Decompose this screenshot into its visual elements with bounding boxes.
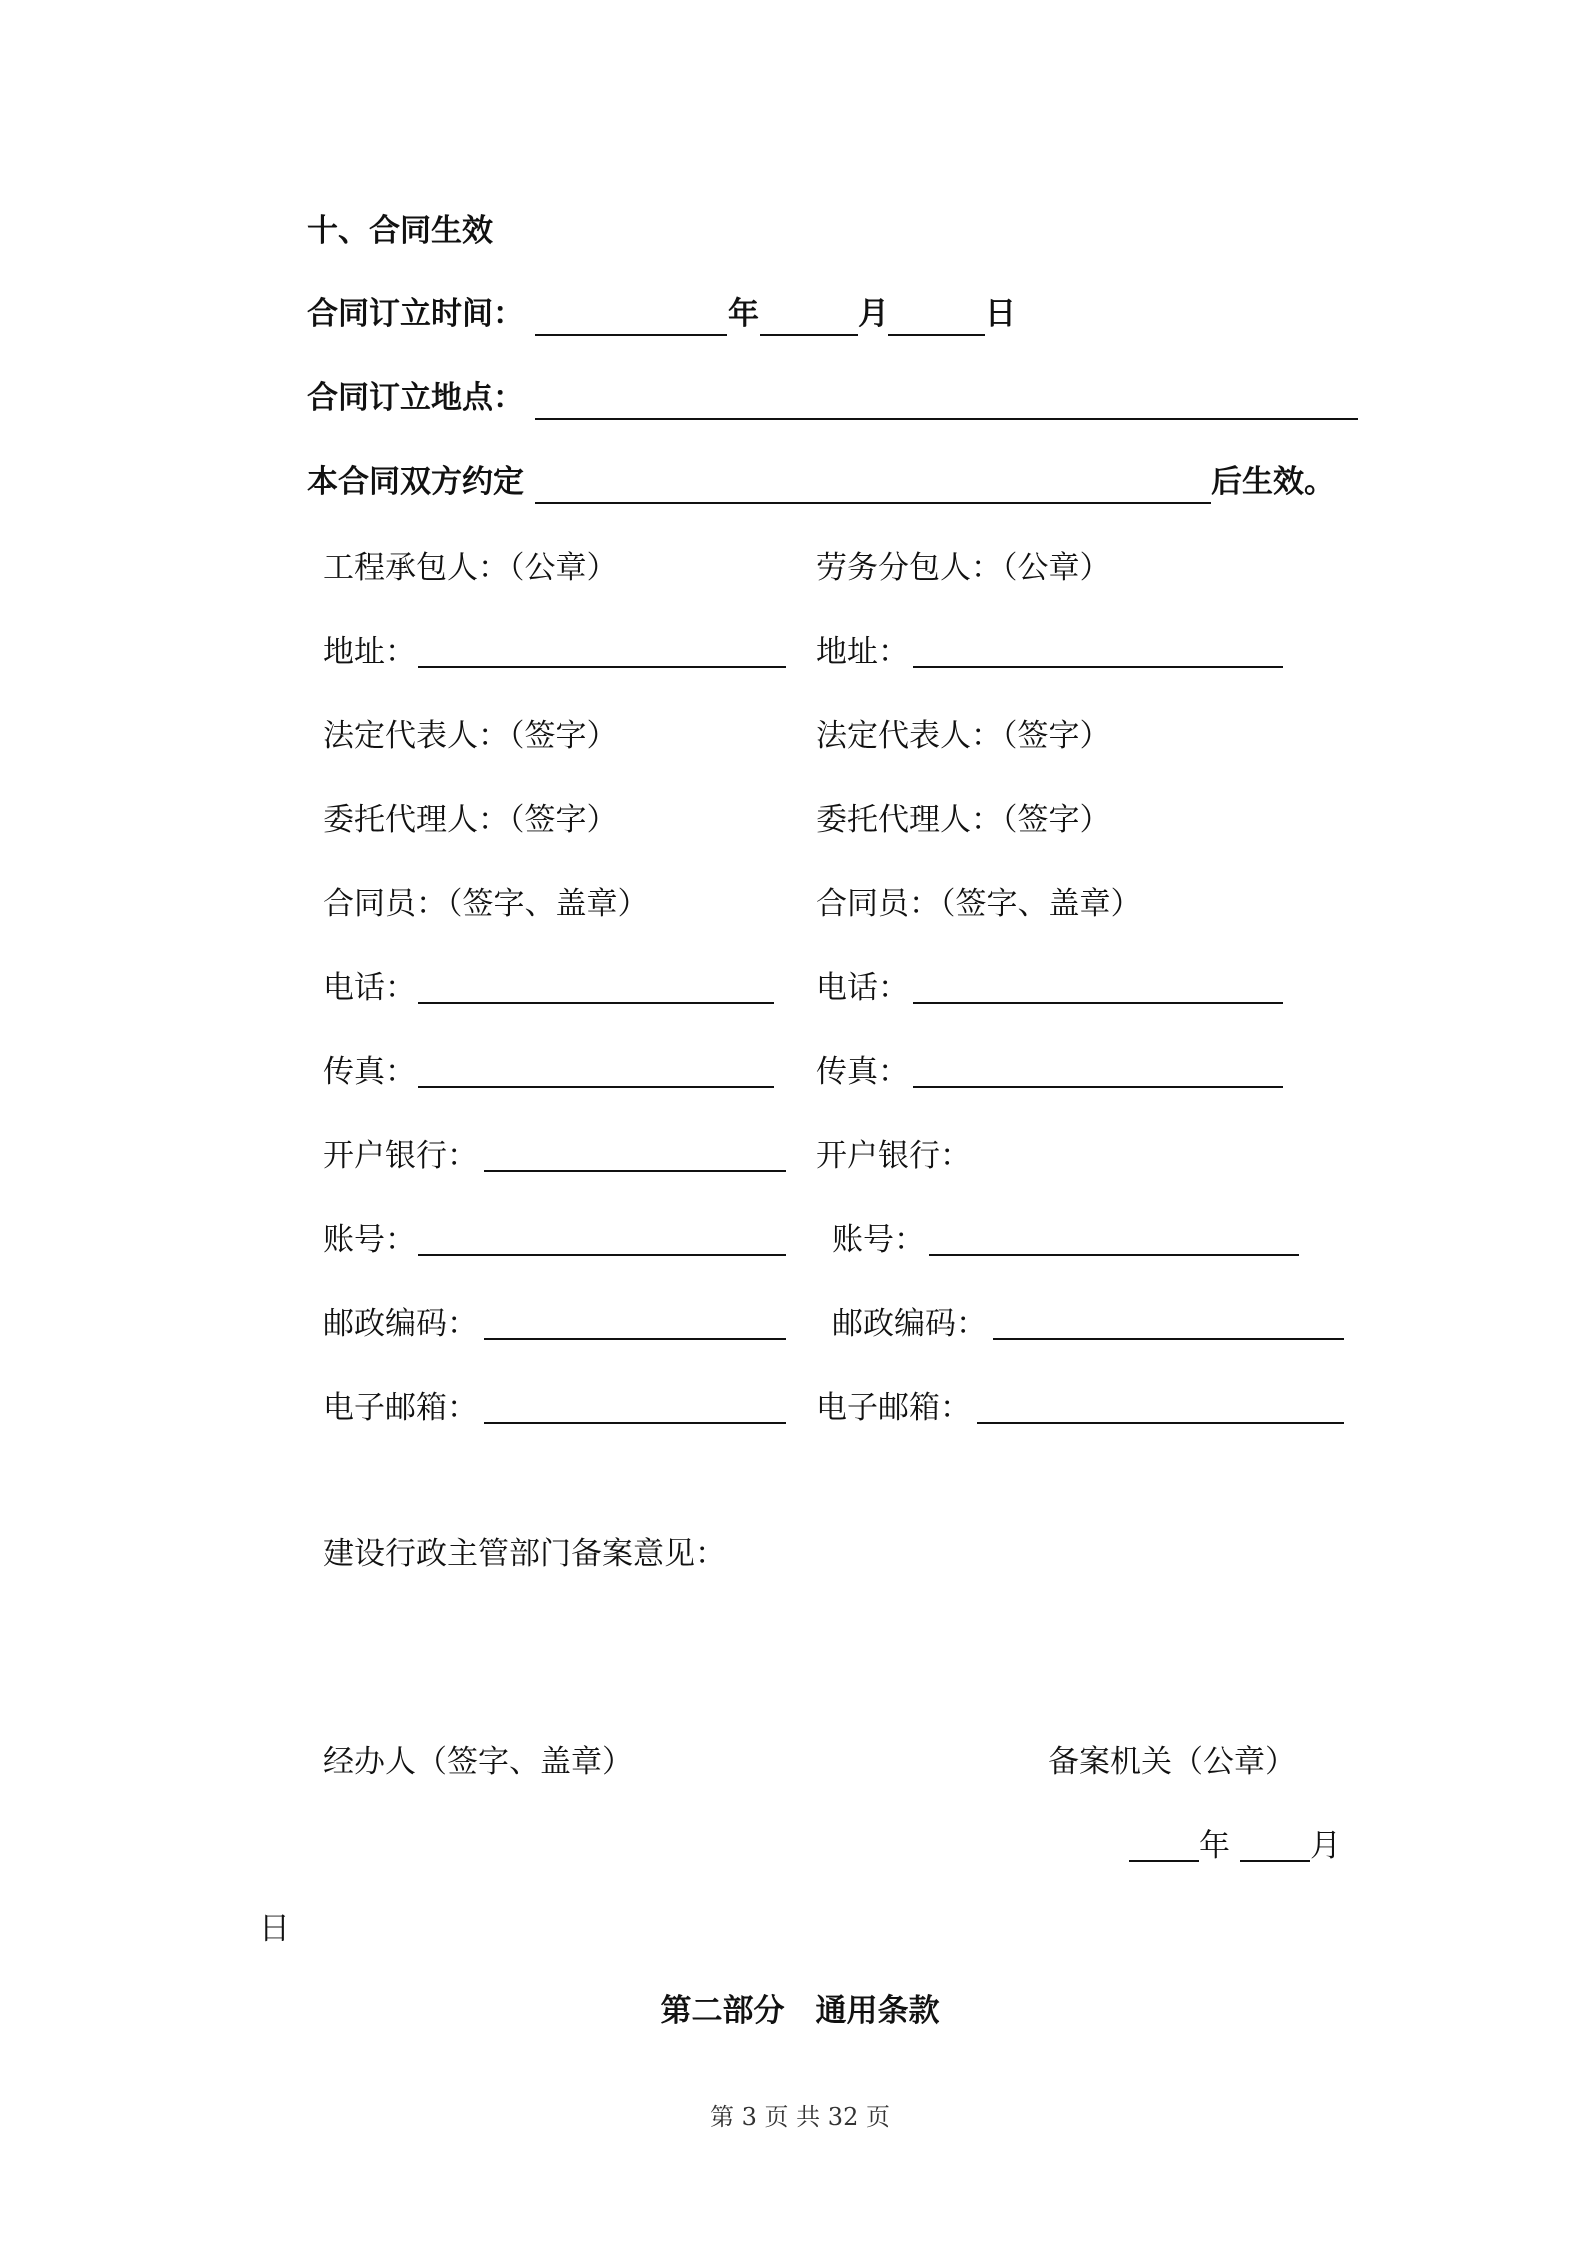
- right-account-blank[interactable]: [929, 1254, 1299, 1256]
- subcontractor-seal-label: 劳务分包人：（公章）: [816, 550, 1111, 586]
- left-account-blank[interactable]: [418, 1254, 786, 1256]
- left-fax-label: 传真：: [323, 1054, 416, 1090]
- left-account-label: 账号：: [323, 1222, 416, 1258]
- right-phone-blank[interactable]: [913, 1002, 1283, 1004]
- effective-suffix: 后生效。: [1211, 464, 1335, 500]
- right-legal-rep-label: 法定代表人：（签字）: [816, 718, 1111, 754]
- right-fax-label: 传真：: [816, 1054, 909, 1090]
- day-label: 日: [985, 296, 1016, 332]
- left-agent-label: 委托代理人：（签字）: [323, 802, 618, 838]
- right-email-blank[interactable]: [977, 1422, 1344, 1424]
- right-fax-blank[interactable]: [913, 1086, 1283, 1088]
- filing-year-blank[interactable]: [1129, 1860, 1199, 1862]
- effective-condition-blank[interactable]: [535, 502, 1211, 504]
- right-email-label: 电子邮箱：: [816, 1390, 971, 1426]
- sign-date-label: 合同订立时间：: [307, 296, 524, 332]
- sign-year-blank[interactable]: [535, 334, 727, 336]
- left-email-label: 电子邮箱：: [323, 1390, 478, 1426]
- contractor-seal-label: 工程承包人：（公章）: [323, 550, 618, 586]
- filing-month-label: 月: [1310, 1828, 1341, 1864]
- left-contract-officer-label: 合同员：（签字、盖章）: [323, 886, 649, 922]
- left-bank-blank[interactable]: [484, 1170, 786, 1172]
- left-postcode-label: 邮政编码：: [323, 1306, 478, 1342]
- left-address-blank[interactable]: [418, 666, 786, 668]
- right-agent-label: 委托代理人：（签字）: [816, 802, 1111, 838]
- left-postcode-blank[interactable]: [484, 1338, 786, 1340]
- left-address-label: 地址：: [323, 634, 416, 670]
- right-postcode-label: 邮政编码：: [832, 1306, 987, 1342]
- right-address-blank[interactable]: [913, 666, 1283, 668]
- right-contract-officer-label: 合同员：（签字、盖章）: [816, 886, 1142, 922]
- page-footer: 第 3 页 共 32 页: [710, 2103, 890, 2131]
- right-address-label: 地址：: [816, 634, 909, 670]
- left-legal-rep-label: 法定代表人：（签字）: [323, 718, 618, 754]
- part-title: 第二部分 通用条款: [660, 1993, 940, 2029]
- sign-place-label: 合同订立地点：: [307, 380, 524, 416]
- filing-day-label: 日: [259, 1911, 290, 1947]
- effective-prefix: 本合同双方约定: [307, 464, 524, 500]
- right-phone-label: 电话：: [816, 970, 909, 1006]
- sign-place-blank[interactable]: [535, 418, 1358, 420]
- month-label: 月: [858, 296, 889, 332]
- left-phone-label: 电话：: [323, 970, 416, 1006]
- section-title: 十、合同生效: [307, 213, 493, 249]
- sign-day-blank[interactable]: [888, 334, 985, 336]
- filing-authority-label: 备案机关（公章）: [1048, 1744, 1296, 1780]
- handler-label: 经办人（签字、盖章）: [323, 1744, 633, 1780]
- right-account-label: 账号：: [832, 1222, 925, 1258]
- filing-month-blank[interactable]: [1240, 1860, 1310, 1862]
- sign-month-blank[interactable]: [760, 334, 858, 336]
- left-email-blank[interactable]: [484, 1422, 786, 1424]
- left-phone-blank[interactable]: [418, 1002, 774, 1004]
- filing-opinion-label: 建设行政主管部门备案意见：: [323, 1536, 726, 1572]
- filing-year-label: 年: [1199, 1828, 1230, 1864]
- left-bank-label: 开户银行：: [323, 1138, 478, 1174]
- left-fax-blank[interactable]: [418, 1086, 774, 1088]
- year-label: 年: [728, 296, 759, 332]
- right-bank-label: 开户银行：: [816, 1138, 971, 1174]
- right-postcode-blank[interactable]: [993, 1338, 1344, 1340]
